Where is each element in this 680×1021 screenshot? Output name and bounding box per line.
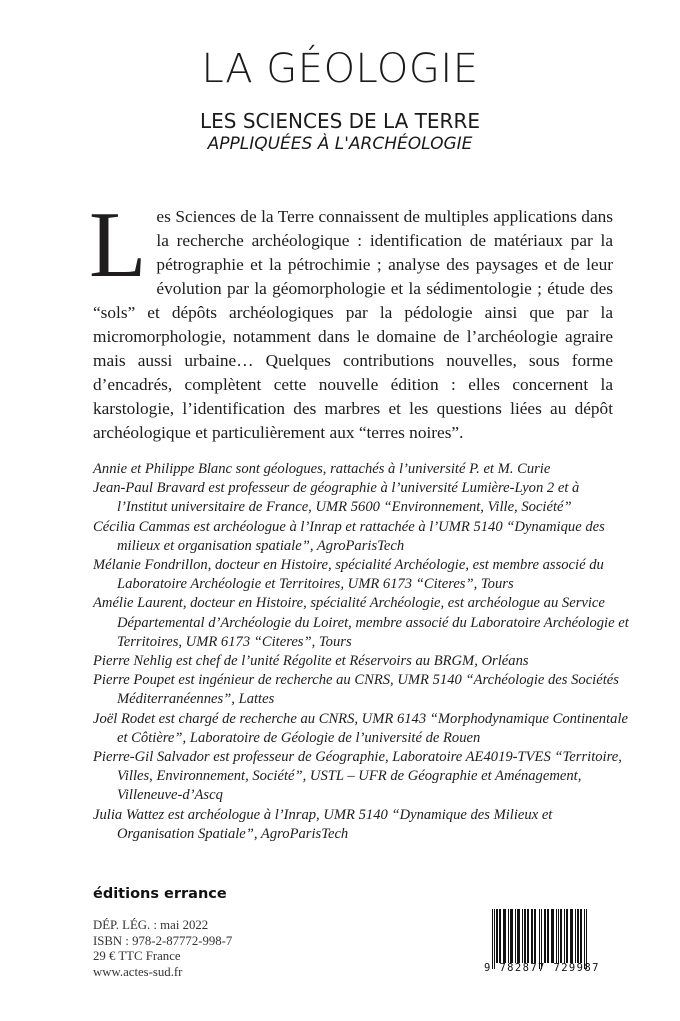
- barcode-bar: [496, 909, 498, 963]
- author-entry: Pierre Poupet est ingénieur de recherche au CNRS, UMR 5140 “Archéologie des Sociétés Méditerranéennes”, Lattes: [93, 672, 619, 708]
- author-entry: Jean-Paul Bravard est professeur de géographie à l’université Lumière-Lyon 2 et à l’Institut universitaire de France, UMR 5600 “Environnement, Ville, Société”: [93, 480, 580, 516]
- barcode-bar: [515, 909, 516, 963]
- author-entry: Pierre-Gil Salvador est professeur de Géographie, Laboratoire AE4019-TVES “Territoire, Villes, Environnement, Société”, USTL – UFR de Géographie et Aménagement, Villeneuve-d’Ascq: [93, 749, 622, 804]
- barcode-bar: [539, 909, 540, 969]
- barcode-bar: [586, 909, 587, 969]
- barcode-bar: [575, 909, 576, 963]
- barcode-bar: [508, 909, 509, 963]
- author-entry: Julia Wattez est archéologue à l’Inrap, UMR 5140 “Dynamique des Milieux et Organisation Spatiale”, AgroParisTech: [93, 806, 553, 842]
- barcode-bar: [527, 909, 529, 963]
- price: 29 € TTC France: [93, 949, 181, 964]
- barcode-bar: [494, 909, 495, 969]
- barcode-bar: [524, 909, 526, 963]
- website: www.actes-sud.fr: [93, 964, 183, 979]
- barcode-bar: [492, 909, 493, 969]
- barcode-bar: [556, 909, 557, 963]
- barcode-digits: 9 782877 729987: [484, 962, 600, 974]
- book-title: LA GÉOLOGIE: [201, 46, 479, 92]
- barcode-bar: [499, 909, 501, 963]
- author-entry: Cécilia Cammas est archéologue à l’Inrap et rattachée à l’UMR 5140 “Dynamique des milieux et organisation spatiale”, AgroParisTech: [93, 518, 605, 554]
- barcode-bar: [547, 909, 549, 963]
- legal-deposit: DÉP. LÉG. : mai 2022: [93, 918, 209, 932]
- isbn: ISBN : 978-2-87772-998-7: [93, 933, 233, 948]
- author-list: [93, 460, 633, 844]
- author-entry: Amélie Laurent, docteur en Histoire, spécialité Archéologie, est archéologue au Service Départemental d’Archéologie du Loiret, membre associé du Laboratoire Archéologie et Territoires, UMR 6173 “Citeres”, Tours: [93, 595, 629, 650]
- barcode-bar: [584, 909, 585, 969]
- author-entry: Annie et Philippe Blanc sont géologues, rattachés à l’université P. et M. Curie: [93, 461, 551, 477]
- barcode-bar: [541, 909, 542, 969]
- publisher-logo: éditions errance: [93, 886, 227, 902]
- barcode-bar: [558, 909, 559, 963]
- barcode-bar: [517, 909, 520, 963]
- barcode-bar: [522, 909, 523, 963]
- author-entry: Mélanie Fondrillon, docteur en Histoire, spécialité Archéologie, est membre associé du Laboratoire Archéologie et Territoires, UMR 6173 “Citeres”, Tours: [93, 557, 604, 593]
- legal-info: [93, 918, 232, 980]
- intro-text: es Sciences de la Terre connaissent de multiples applications dans la recherche archéologique : identification de matériaux par la pétrographie et la pétrochimie ; analyse des paysages et de leur évolution par la géomorphologie et la sédimentologie ; étude des “sols” et dépôts archéologiques par la pédologie ainsi que par la micromorphologie, notamment dans le domaine de l’archéologie agraire mais aussi urbaine… Quelques contributions nouvelles, sous forme d’encadrés, complètent cette nouvelle édition : elles concernent la karstologie, l’identification des marbres et les questions liées au dépôt archéologique et particulièrement aux “terres noires”.: [93, 207, 613, 442]
- subtitle-line-2: APPLIQUÉES À L'ARCHÉOLOGIE: [207, 134, 473, 154]
- barcode-bar: [566, 909, 568, 963]
- barcode-bar: [564, 909, 565, 963]
- barcode-bar: [570, 909, 573, 963]
- subtitle-line-1: LES SCIENCES DE LA TERRE: [200, 109, 480, 133]
- barcode-bar: [510, 909, 513, 963]
- intro-paragraph: [89, 193, 613, 445]
- barcode-bar: [577, 909, 579, 963]
- barcode-bar: [503, 909, 506, 963]
- barcode-bar: [534, 909, 536, 963]
- barcode-bar: [560, 909, 562, 963]
- author-entry: Pierre Nehlig est chef de l’unité Régolite et Réservoirs au BRGM, Orléans: [93, 653, 529, 670]
- drop-cap: L: [89, 193, 147, 297]
- author-entry: Joël Rodet est chargé de recherche au CNRS, UMR 6143 “Morphodynamique Continentale et Côtière”, Laboratoire de Géologie de l’université de Rouen: [93, 710, 628, 746]
- barcode-bar: [531, 909, 533, 963]
- barcode-bar: [544, 909, 546, 963]
- barcode-bars-icon: [484, 909, 608, 969]
- barcode-bar: [580, 909, 582, 963]
- barcode-bar: [551, 909, 554, 963]
